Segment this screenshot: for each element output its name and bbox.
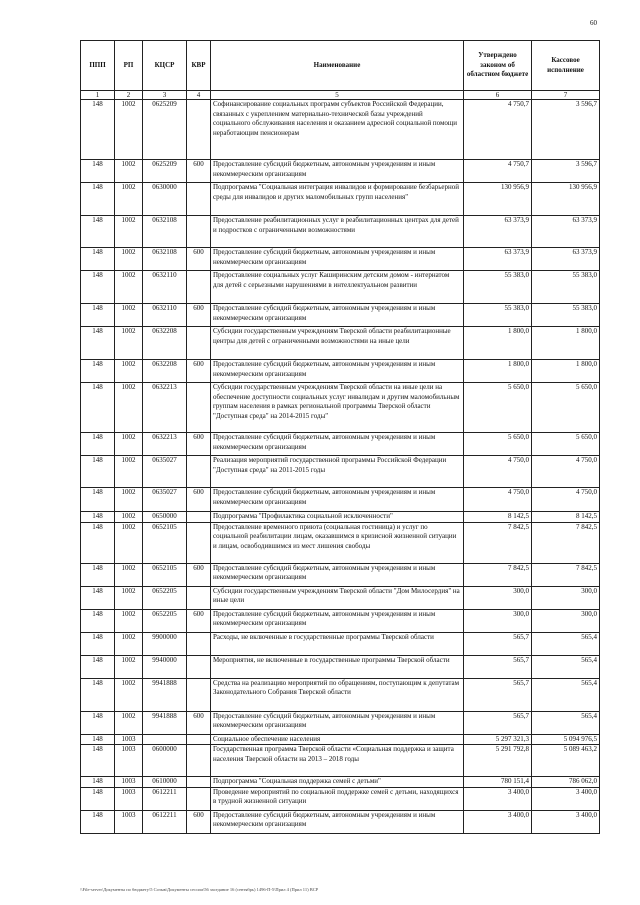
budget-table xyxy=(80,40,600,834)
cell-cash: 3 596,7 xyxy=(532,100,600,160)
cell-ppp: 148 xyxy=(81,488,115,512)
header-kvr: КВР xyxy=(187,41,211,91)
cell-name: Реализация мероприятий государственной программы Российской Федерации "Доступная среда" на 2011-2015 годы xyxy=(211,456,464,488)
cell-kvr xyxy=(187,271,211,304)
table-row xyxy=(81,632,600,655)
cell-name: Предоставление субсидий бюджетным, автономным учреждениям и иным некоммерческим организациям xyxy=(211,609,464,632)
cell-approved: 7 842,5 xyxy=(464,522,532,563)
cell-kvr: 600 xyxy=(187,488,211,512)
cell-rp: 1002 xyxy=(115,456,143,488)
cell-kvr xyxy=(187,787,211,810)
cell-name: Социальное обеспечение населения xyxy=(211,734,464,745)
cell-kvr xyxy=(187,655,211,678)
cell-ppp: 148 xyxy=(81,433,115,456)
column-number: 6 xyxy=(464,91,532,100)
cell-approved: 300,0 xyxy=(464,609,532,632)
cell-kvr: 600 xyxy=(187,810,211,833)
cell-rp: 1002 xyxy=(115,678,143,711)
table-row xyxy=(81,777,600,788)
cell-cash: 3 400,0 xyxy=(532,810,600,833)
page-number: 60 xyxy=(590,19,597,27)
cell-kvr xyxy=(187,383,211,433)
cell-name: Предоставление субсидий бюджетным, автономным учреждениям и иным некоммерческим организациям xyxy=(211,360,464,383)
cell-rp: 1002 xyxy=(115,383,143,433)
cell-kcsr: 0600000 xyxy=(143,745,187,777)
cell-ppp: 148 xyxy=(81,456,115,488)
cell-ppp: 148 xyxy=(81,512,115,523)
cell-kcsr: 0625209 xyxy=(143,160,187,183)
cell-rp: 1003 xyxy=(115,745,143,777)
cell-approved: 5 650,0 xyxy=(464,383,532,433)
cell-kcsr: 0625209 xyxy=(143,100,187,160)
table-row xyxy=(81,586,600,609)
cell-kcsr xyxy=(143,734,187,745)
cell-approved: 3 400,0 xyxy=(464,810,532,833)
cell-ppp: 148 xyxy=(81,383,115,433)
cell-kvr: 600 xyxy=(187,160,211,183)
cell-kcsr: 0632208 xyxy=(143,327,187,360)
cell-kcsr: 0632213 xyxy=(143,383,187,433)
cell-rp: 1002 xyxy=(115,216,143,248)
cell-rp: 1002 xyxy=(115,327,143,360)
table-row xyxy=(81,304,600,327)
cell-cash: 130 956,9 xyxy=(532,183,600,216)
table-row xyxy=(81,183,600,216)
cell-name: Субсидии государственным учреждениям Тверской области "Дом Милосердия" на иные цели xyxy=(211,586,464,609)
cell-rp: 1003 xyxy=(115,810,143,833)
table-row xyxy=(81,248,600,271)
file-path-footer: \\File-server\Документы по бюджету\5 Созыв\Документы сессии\56 заседание 16 (сентябрь) 1496-П-5\Прил 4 (Прил 11) ВСР xyxy=(80,887,319,892)
cell-name: Предоставление социальных услуг Каширинским детским домом - интернатом для детей с серьезными нарушениями в интеллектуальном развитии xyxy=(211,271,464,304)
table-row xyxy=(81,433,600,456)
column-number-row xyxy=(81,91,600,100)
cell-ppp: 148 xyxy=(81,787,115,810)
cell-name: Софинансирование социальных программ субъектов Российской Федерации, связанных с укреплением материально-технической базы учреждений социального обслуживания населения и оказанием адресной социальной помощи неработающим пенсионерам xyxy=(211,100,464,160)
column-number: 5 xyxy=(211,91,464,100)
cell-approved: 7 842,5 xyxy=(464,563,532,586)
cell-rp: 1002 xyxy=(115,609,143,632)
cell-rp: 1003 xyxy=(115,787,143,810)
cell-name: Государственная программа Тверской области «Социальная поддержка и защита населения Тверской области на 2013 – 2018 годы xyxy=(211,745,464,777)
cell-cash: 4 750,0 xyxy=(532,488,600,512)
cell-approved: 8 142,5 xyxy=(464,512,532,523)
cell-kvr xyxy=(187,632,211,655)
cell-cash: 1 800,0 xyxy=(532,360,600,383)
cell-approved: 5 297 321,3 xyxy=(464,734,532,745)
cell-name: Предоставление субсидий бюджетным, автономным учреждениям и иным некоммерческим организациям xyxy=(211,711,464,734)
table-row xyxy=(81,512,600,523)
cell-approved: 63 373,9 xyxy=(464,216,532,248)
cell-kcsr: 0652205 xyxy=(143,586,187,609)
cell-kcsr: 0630000 xyxy=(143,183,187,216)
cell-name: Предоставление реабилитационных услуг в реабилитационных центрах для детей и подростков с ограниченными возможностями xyxy=(211,216,464,248)
cell-ppp: 148 xyxy=(81,745,115,777)
cell-ppp: 148 xyxy=(81,360,115,383)
cell-kcsr: 9941888 xyxy=(143,711,187,734)
cell-kvr xyxy=(187,522,211,563)
cell-approved: 63 373,9 xyxy=(464,248,532,271)
header-cash: Кассовое исполнение xyxy=(532,41,600,91)
cell-rp: 1002 xyxy=(115,586,143,609)
cell-ppp: 148 xyxy=(81,100,115,160)
cell-cash: 3 400,0 xyxy=(532,787,600,810)
cell-kcsr: 0610000 xyxy=(143,777,187,788)
column-number: 4 xyxy=(187,91,211,100)
cell-name: Предоставление субсидий бюджетным, автономным учреждениям и иным некоммерческим организациям xyxy=(211,810,464,833)
cell-cash: 8 142,5 xyxy=(532,512,600,523)
cell-rp: 1002 xyxy=(115,512,143,523)
cell-rp: 1003 xyxy=(115,734,143,745)
table-row xyxy=(81,271,600,304)
cell-kcsr: 0632208 xyxy=(143,360,187,383)
cell-kcsr: 0652105 xyxy=(143,563,187,586)
cell-ppp: 148 xyxy=(81,655,115,678)
cell-rp: 1002 xyxy=(115,183,143,216)
table-row xyxy=(81,216,600,248)
cell-name: Предоставление субсидий бюджетным, автономным учреждениям и иным некоммерческим организациям xyxy=(211,304,464,327)
cell-kvr: 600 xyxy=(187,433,211,456)
cell-ppp: 148 xyxy=(81,304,115,327)
cell-cash: 565,4 xyxy=(532,711,600,734)
cell-kvr xyxy=(187,183,211,216)
cell-approved: 4 750,7 xyxy=(464,100,532,160)
cell-kcsr: 9900000 xyxy=(143,632,187,655)
cell-ppp: 148 xyxy=(81,216,115,248)
table-row xyxy=(81,488,600,512)
cell-ppp: 148 xyxy=(81,271,115,304)
cell-cash: 7 842,5 xyxy=(532,522,600,563)
cell-rp: 1002 xyxy=(115,711,143,734)
cell-approved: 4 750,7 xyxy=(464,160,532,183)
cell-kvr xyxy=(187,327,211,360)
cell-rp: 1002 xyxy=(115,655,143,678)
cell-approved: 4 750,0 xyxy=(464,456,532,488)
cell-kvr: 600 xyxy=(187,711,211,734)
cell-approved: 55 383,0 xyxy=(464,304,532,327)
cell-cash: 5 089 463,2 xyxy=(532,745,600,777)
cell-ppp: 148 xyxy=(81,810,115,833)
cell-name: Средства на реализацию мероприятий по обращениям, поступающим к депутатам Законодательного Собрания Тверской области xyxy=(211,678,464,711)
cell-approved: 3 400,0 xyxy=(464,787,532,810)
cell-kcsr: 0652205 xyxy=(143,609,187,632)
cell-kvr xyxy=(187,216,211,248)
cell-kcsr: 0650000 xyxy=(143,512,187,523)
cell-kcsr: 0652105 xyxy=(143,522,187,563)
cell-kvr xyxy=(187,456,211,488)
cell-cash: 55 383,0 xyxy=(532,271,600,304)
cell-ppp: 148 xyxy=(81,563,115,586)
cell-ppp: 148 xyxy=(81,609,115,632)
cell-rp: 1002 xyxy=(115,160,143,183)
table-row xyxy=(81,734,600,745)
cell-ppp: 148 xyxy=(81,711,115,734)
header-kcsr: КЦСР xyxy=(143,41,187,91)
cell-cash: 300,0 xyxy=(532,586,600,609)
cell-rp: 1002 xyxy=(115,248,143,271)
cell-kvr: 600 xyxy=(187,304,211,327)
cell-cash: 4 750,0 xyxy=(532,456,600,488)
table-row xyxy=(81,711,600,734)
cell-kvr xyxy=(187,512,211,523)
table-row xyxy=(81,327,600,360)
cell-name: Субсидии государственным учреждениям Тверской области на иные цели на обеспечение доступности социальных услуг инвалидам и другим маломобильным группам населения в рамках региональной программы Тверской области "Доступная среда" на 2014-2015 годы" xyxy=(211,383,464,433)
cell-approved: 5 291 792,8 xyxy=(464,745,532,777)
cell-approved: 4 750,0 xyxy=(464,488,532,512)
table-row xyxy=(81,810,600,833)
table-row xyxy=(81,360,600,383)
cell-cash: 55 383,0 xyxy=(532,304,600,327)
cell-kcsr: 0612211 xyxy=(143,787,187,810)
cell-kvr: 600 xyxy=(187,248,211,271)
cell-cash: 565,4 xyxy=(532,632,600,655)
table-row xyxy=(81,522,600,563)
column-number: 7 xyxy=(532,91,600,100)
cell-name: Подпрограмма "Социальная интеграция инвалидов и формирование безбарьерной среды для инвалидов и других маломобильных групп населения" xyxy=(211,183,464,216)
cell-cash: 63 373,9 xyxy=(532,216,600,248)
cell-approved: 5 650,0 xyxy=(464,433,532,456)
column-number: 1 xyxy=(81,91,115,100)
cell-kvr: 600 xyxy=(187,609,211,632)
cell-kcsr: 0635027 xyxy=(143,488,187,512)
cell-rp: 1002 xyxy=(115,488,143,512)
cell-name: Субсидии государственным учреждениям Тверской области реабилитационные центры для детей с ограниченными возможностями на иные цели xyxy=(211,327,464,360)
cell-kcsr: 9940000 xyxy=(143,655,187,678)
cell-approved: 1 800,0 xyxy=(464,327,532,360)
cell-cash: 3 596,7 xyxy=(532,160,600,183)
table-row xyxy=(81,160,600,183)
header-rp: РП xyxy=(115,41,143,91)
cell-ppp: 148 xyxy=(81,327,115,360)
cell-name: Предоставление субсидий бюджетным, автономным учреждениям и иным некоммерческим организациям xyxy=(211,160,464,183)
header-row xyxy=(81,41,600,91)
cell-name: Мероприятия, не включенные в государственные программы Тверской области xyxy=(211,655,464,678)
cell-rp: 1002 xyxy=(115,100,143,160)
cell-rp: 1002 xyxy=(115,563,143,586)
cell-cash: 63 373,9 xyxy=(532,248,600,271)
table-row xyxy=(81,787,600,810)
cell-name: Подпрограмма "Профилактика социальной исключенности" xyxy=(211,512,464,523)
cell-ppp: 148 xyxy=(81,183,115,216)
cell-kvr: 600 xyxy=(187,563,211,586)
cell-rp: 1002 xyxy=(115,271,143,304)
table-row xyxy=(81,456,600,488)
cell-kvr xyxy=(187,100,211,160)
table-body xyxy=(81,100,600,834)
cell-cash: 565,4 xyxy=(532,678,600,711)
cell-cash: 300,0 xyxy=(532,609,600,632)
table-row xyxy=(81,563,600,586)
cell-name: Предоставление субсидий бюджетным, автономным учреждениям и иным некоммерческим организациям xyxy=(211,433,464,456)
cell-ppp: 148 xyxy=(81,734,115,745)
cell-ppp: 148 xyxy=(81,160,115,183)
cell-kcsr: 0632108 xyxy=(143,216,187,248)
cell-cash: 7 842,5 xyxy=(532,563,600,586)
cell-rp: 1002 xyxy=(115,632,143,655)
header-ppp: ППП xyxy=(81,41,115,91)
table-row xyxy=(81,655,600,678)
cell-kcsr: 0632110 xyxy=(143,304,187,327)
cell-name: Расходы, не включенные в государственные программы Тверской области xyxy=(211,632,464,655)
table-row xyxy=(81,678,600,711)
cell-approved: 780 151,4 xyxy=(464,777,532,788)
cell-cash: 565,4 xyxy=(532,655,600,678)
cell-cash: 786 062,0 xyxy=(532,777,600,788)
cell-ppp: 148 xyxy=(81,248,115,271)
cell-ppp: 148 xyxy=(81,678,115,711)
cell-ppp: 148 xyxy=(81,777,115,788)
table-row xyxy=(81,383,600,433)
table-row xyxy=(81,609,600,632)
column-number: 3 xyxy=(143,91,187,100)
cell-approved: 55 383,0 xyxy=(464,271,532,304)
cell-cash: 5 650,0 xyxy=(532,433,600,456)
cell-name: Предоставление субсидий бюджетным, автономным учреждениям и иным некоммерческим организациям xyxy=(211,563,464,586)
cell-ppp: 148 xyxy=(81,586,115,609)
cell-approved: 1 800,0 xyxy=(464,360,532,383)
cell-kcsr: 0635027 xyxy=(143,456,187,488)
table-row xyxy=(81,100,600,160)
table-row xyxy=(81,745,600,777)
cell-kvr xyxy=(187,734,211,745)
cell-rp: 1002 xyxy=(115,433,143,456)
cell-approved: 565,7 xyxy=(464,655,532,678)
cell-kvr xyxy=(187,777,211,788)
cell-kcsr: 9941888 xyxy=(143,678,187,711)
cell-cash: 5 650,0 xyxy=(532,383,600,433)
cell-rp: 1002 xyxy=(115,360,143,383)
cell-rp: 1002 xyxy=(115,304,143,327)
cell-kcsr: 0612211 xyxy=(143,810,187,833)
header-name: Наименование xyxy=(211,41,464,91)
cell-approved: 130 956,9 xyxy=(464,183,532,216)
column-number: 2 xyxy=(115,91,143,100)
cell-kvr: 600 xyxy=(187,360,211,383)
cell-kcsr: 0632108 xyxy=(143,248,187,271)
cell-name: Предоставление субсидий бюджетным, автономным учреждениям и иным некоммерческим организациям xyxy=(211,488,464,512)
cell-ppp: 148 xyxy=(81,632,115,655)
cell-kcsr: 0632213 xyxy=(143,433,187,456)
cell-cash: 5 094 976,5 xyxy=(532,734,600,745)
cell-rp: 1002 xyxy=(115,522,143,563)
cell-kvr xyxy=(187,678,211,711)
cell-approved: 565,7 xyxy=(464,678,532,711)
cell-name: Предоставление субсидий бюджетным, автономным учреждениям и иным некоммерческим организациям xyxy=(211,248,464,271)
cell-name: Предоставление временного приюта (социальная гостиница) и услуг по социальной реабилитации лицам, оказавшимся в кризисной жизненной ситуации и лицам, освободившимся из мест лишения свободы xyxy=(211,522,464,563)
cell-approved: 565,7 xyxy=(464,711,532,734)
cell-name: Подпрограмма "Социальная поддержка семей с детьми" xyxy=(211,777,464,788)
cell-kvr xyxy=(187,745,211,777)
cell-rp: 1003 xyxy=(115,777,143,788)
cell-ppp: 148 xyxy=(81,522,115,563)
cell-approved: 300,0 xyxy=(464,586,532,609)
cell-cash: 1 800,0 xyxy=(532,327,600,360)
cell-approved: 565,7 xyxy=(464,632,532,655)
cell-kvr xyxy=(187,586,211,609)
cell-name: Проведение мероприятий по социальной поддержке семей с детьми, находящихся в трудной жизненной ситуации xyxy=(211,787,464,810)
cell-kcsr: 0632110 xyxy=(143,271,187,304)
header-approved: Утверждено законом об областном бюджете xyxy=(464,41,532,91)
